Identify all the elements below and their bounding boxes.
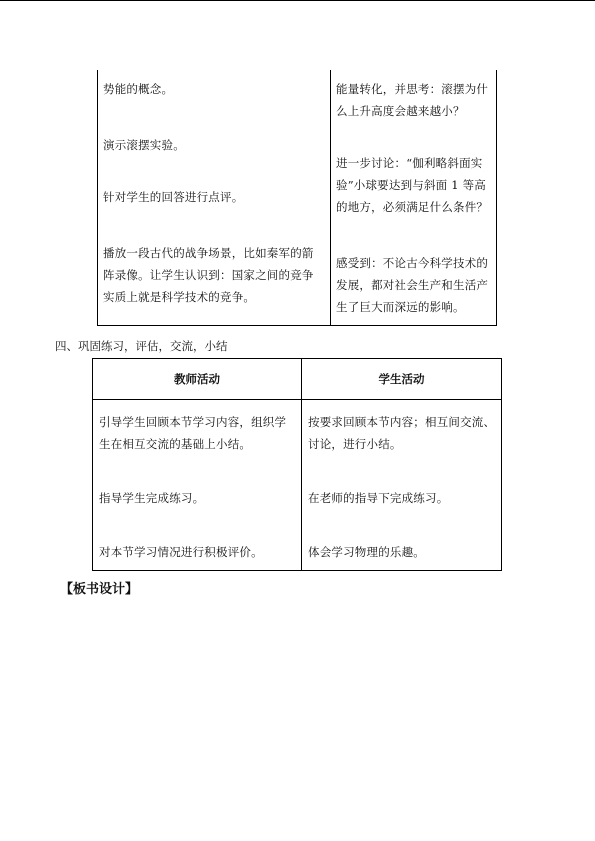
teacher-activity-cell — [99, 541, 263, 563]
table-header-student: 学生活动 — [378, 372, 425, 386]
cell-line: 对本节学习情况进行积极评价。 — [99, 545, 263, 559]
teacher-activity-cell — [99, 487, 204, 509]
cell-line: 发展，都对社会生产和生活产 — [336, 278, 489, 292]
cell-line: 针对学生的回答进行点评。 — [103, 190, 244, 204]
cell-line: 的地方，必须满足什么条件？ — [336, 200, 489, 214]
table-border-bottom — [97, 325, 497, 326]
cell-line: 按要求回顾本节内容；相互间交流、 — [308, 415, 496, 429]
teacher-activity-cell — [103, 242, 314, 308]
cell-line: 指导学生完成练习。 — [99, 491, 205, 505]
student-activity-cell — [308, 541, 425, 563]
cell-line: 实质上就是科学技术的竞争。 — [103, 290, 256, 304]
teacher-activity-cell — [103, 134, 185, 156]
teacher-activity-cell — [103, 78, 173, 100]
cell-line: 验”小球要达到与斜面 1 等高 — [336, 178, 487, 192]
section-heading: 四、巩固练习，评估，交流，小结 — [55, 339, 228, 353]
student-activity-cell — [336, 152, 488, 218]
cell-line: 在老师的指导下完成练习。 — [308, 491, 449, 505]
table-column-divider — [330, 70, 331, 326]
teacher-activity-cell — [99, 411, 286, 455]
cell-line: 感受到：不论古今科学技术的 — [336, 256, 489, 270]
consolidation-activity-table — [92, 358, 502, 571]
page-top-rule — [0, 0, 595, 1]
cell-line: 进一步讨论：“伽利略斜面实 — [336, 156, 483, 170]
student-activity-cell — [308, 411, 495, 455]
cell-line: 播放一段古代的战争场景，比如秦军的箭 — [103, 246, 314, 260]
board-design-heading: 【板书设计】 — [60, 582, 139, 597]
cell-line: 体会学习物理的乐趣。 — [308, 545, 425, 559]
cell-line: 讨论，进行小结。 — [308, 437, 402, 451]
cell-line: 生了巨大而深远的影响。 — [336, 300, 465, 314]
student-activity-cell — [336, 78, 488, 122]
cell-line: 阵录像。让学生认识到：国家之间的竞争 — [103, 268, 314, 282]
cell-line: 么上升高度会越来越小？ — [336, 104, 465, 118]
table-border-right — [496, 70, 497, 326]
cell-line: 能量转化，并思考：滚摆为什 — [336, 82, 489, 96]
cell-line: 生在相互交流的基础上小结。 — [99, 437, 252, 451]
cell-line: 引导学生回顾本节学习内容，组织学 — [99, 415, 287, 429]
table-header-divider — [93, 399, 501, 400]
student-activity-cell — [336, 252, 488, 318]
teacher-activity-cell — [103, 186, 243, 208]
table-border-left — [97, 70, 98, 326]
cell-line: 势能的概念。 — [103, 82, 174, 96]
cell-line: 演示滚摆实验。 — [103, 138, 185, 152]
table-header-teacher: 教师活动 — [174, 372, 220, 386]
continued-activity-table — [97, 70, 497, 326]
student-activity-cell — [308, 487, 448, 509]
